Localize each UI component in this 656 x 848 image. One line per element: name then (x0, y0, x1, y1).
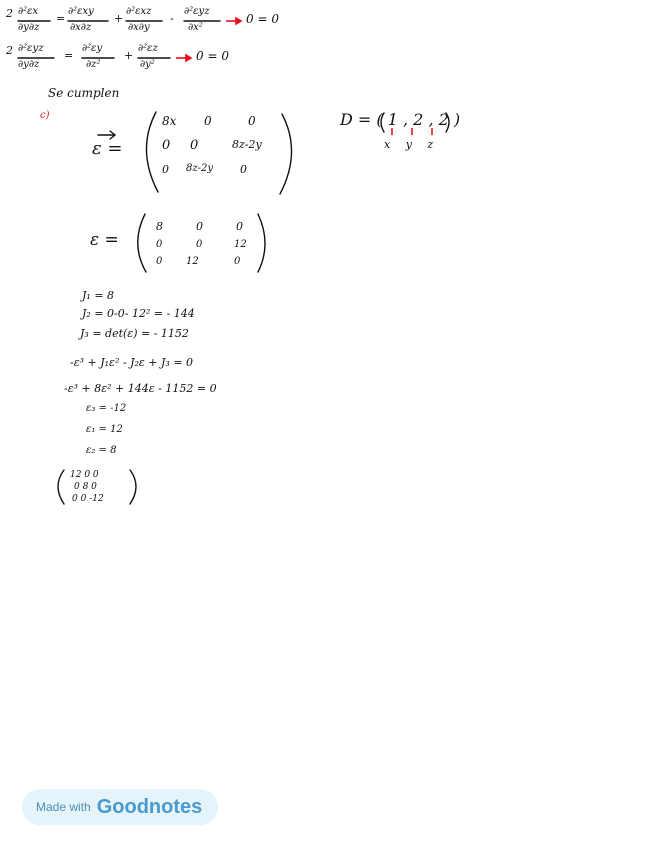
eps-m31: 0 (162, 163, 169, 176)
invariant-j1: J₁ = 8 (82, 289, 115, 302)
eq1-frac1-den: ∂y∂z (18, 22, 40, 33)
characteristic-equation: -ε³ + J₁ε² - J₂ε + J₃ = 0 (70, 356, 194, 369)
eq1-plus: + (114, 12, 124, 25)
epsd-m11: 8 (156, 220, 163, 233)
characteristic-equation-numeric: -ε³ + 8ε² + 144ε - 1152 = 0 (64, 382, 217, 395)
eq2-plus: + (124, 49, 134, 62)
epsd-m21: 0 (156, 239, 163, 250)
part-c-label: c) (40, 110, 50, 121)
eigenvalue-2: ε₂ = 8 (86, 445, 117, 456)
eq2-frac2-num: ∂²εy (82, 43, 103, 54)
eq1-lhs: 2 (6, 7, 13, 20)
eq2-frac1-den: ∂y∂z (18, 59, 40, 70)
eq1-frac4-den: ∂x² (188, 22, 203, 33)
eps-m12: 0 (204, 114, 212, 128)
eq2-frac3-den: ∂y² (140, 59, 155, 70)
eq1-minus: - (170, 12, 174, 25)
goodnotes-brand: Goodnotes (96, 795, 203, 818)
se-cumplen-text: Se cumplen (48, 86, 120, 100)
diag-row-3: 0 0 -12 (72, 494, 104, 504)
point-d: D = ( 1 , 2 , 2 ) (340, 110, 461, 129)
eq1-frac2-num: ∂²εxy (68, 6, 94, 17)
eq2-frac3-num: ∂²εz (138, 43, 158, 54)
eq1-frac3-den: ∂x∂y (128, 22, 150, 33)
epsd-m33: 0 (234, 256, 241, 267)
epsd-m32: 12 (186, 256, 199, 267)
eq2-frac1-num: ∂²εyz (18, 43, 44, 54)
epsd-m23: 12 (234, 239, 247, 250)
strain-tensor-label: ε = (92, 138, 123, 159)
eps-m22: 0 (190, 138, 199, 153)
epsd-m12: 0 (196, 220, 203, 233)
eps-m13: 0 (248, 114, 256, 128)
deviator-tensor-label: ε = (90, 230, 119, 250)
invariant-j3: J₃ = det(ε) = - 1152 (80, 327, 189, 340)
eq1-frac3-num: ∂²εxz (126, 6, 152, 17)
eq2-eq: = (64, 49, 74, 62)
point-d-axes: x y z (384, 138, 440, 151)
eigenvalue-1: ε₁ = 12 (86, 424, 123, 435)
eps-m21: 0 (162, 138, 171, 153)
goodnotes-badge[interactable] (22, 789, 218, 825)
diag-row-2: 0 8 0 (74, 482, 97, 492)
epsd-m13: 0 (236, 220, 243, 233)
eq2-frac2-den: ∂z² (86, 59, 101, 70)
epsd-m31: 0 (156, 256, 163, 267)
eigenvalue-3: ε₃ = -12 (86, 403, 127, 414)
invariant-j2: J₂ = 0-0- 12² = - 144 (82, 307, 195, 320)
eq2-lhs: 2 (6, 44, 13, 57)
eq1-frac2-den: ∂x∂z (70, 22, 92, 33)
eq1-eq: = (56, 12, 66, 25)
eq2-result: 0 = 0 (196, 49, 229, 63)
eps-m11: 8x (162, 114, 177, 128)
diag-row-1: 12 0 0 (70, 470, 99, 480)
epsd-m22: 0 (196, 239, 203, 250)
eq1-frac1-num: ∂²εx (18, 6, 39, 17)
eq1-frac4-num: ∂²εyz (184, 6, 210, 17)
eq1-result: 0 = 0 (246, 12, 279, 26)
eps-m33: 0 (240, 163, 247, 176)
eps-m32: 8z-2y (186, 163, 214, 174)
made-with-text: Made with (36, 800, 91, 814)
eps-m23: 8z-2y (232, 138, 262, 151)
